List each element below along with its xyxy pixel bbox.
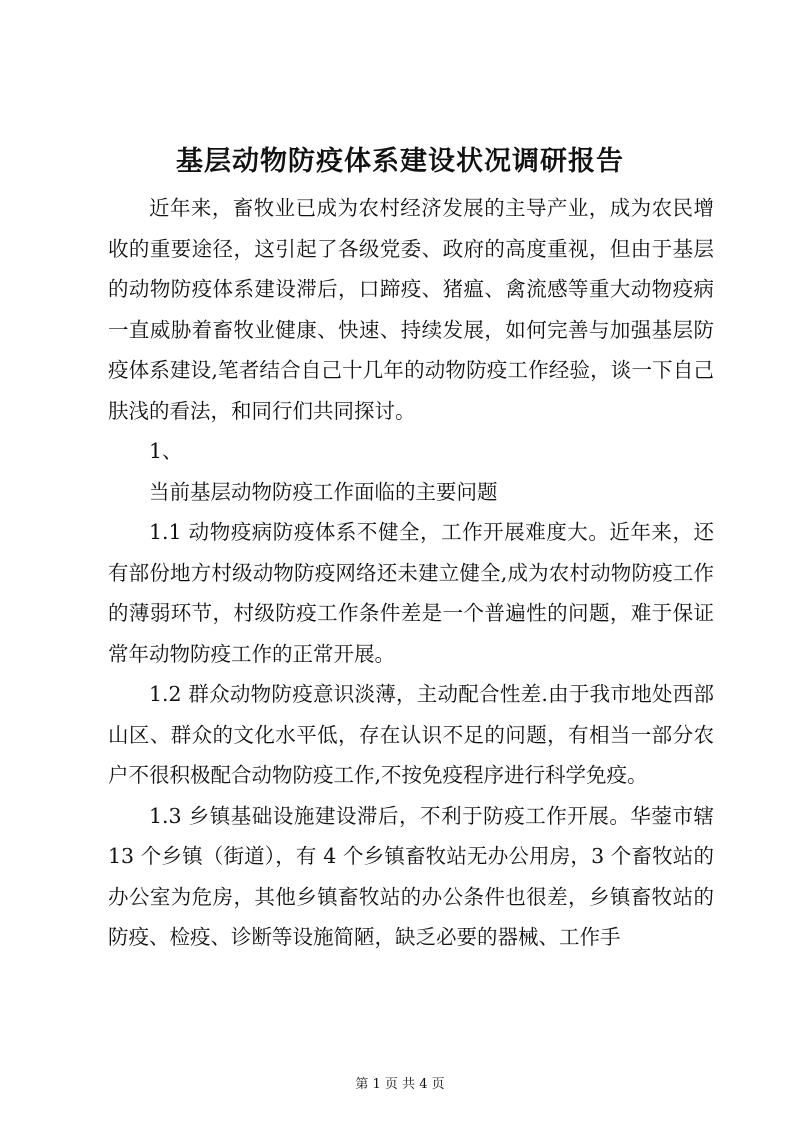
document-title: 基层动物防疫体系建设状况调研报告 bbox=[176, 146, 624, 177]
paragraph-1-3: 1.3 乡镇基础设施建设滞后，不利于防疫工作开展。华蓥市辖 13 个乡镇（街道），有 4 个乡镇畜牧站无办公用房，3 个畜牧站的办公室为危房，其他乡镇畜牧站的办公条件也很差，乡镇畜牧站的防疫、检疫、诊断等设施简陋，缺乏必要的器械、工作手 bbox=[108, 803, 714, 949]
page-footer: 第 1 页 共 4 页 bbox=[355, 1077, 445, 1092]
section-number: 1、 bbox=[149, 439, 183, 463]
paragraph-1-1: 1.1 动物疫病防疫体系不健全，工作开展难度大。近年来，还有部份地方村级动物防疫网络还未建立健全,成为农村动物防疫工作的薄弱环节，村级防疫工作条件差是一个普遍性的问题，难于保证常年动物防疫工作的正常开展。 bbox=[108, 520, 714, 666]
paragraph-1-2: 1.2 群众动物防疫意识淡薄，主动配合性差.由于我市地处西部山区、群众的文化水平低，存在认识不足的问题，有相当一部分农户不很积极配合动物防疫工作,不按免疫程序进行科学免疫。 bbox=[108, 682, 714, 787]
section-heading: 当前基层动物防疫工作面临的主要问题 bbox=[149, 479, 498, 504]
document-body bbox=[108, 188, 714, 958]
paragraph-intro: 近年来，畜牧业已成为农村经济发展的主导产业，成为农民增收的重要途径，这引起了各级党委、政府的高度重视，但由于基层的动物防疫体系建设滞后，口蹄疫、猪瘟、禽流感等重大动物疫病一直威胁着畜牧业健康、快速、持续发展，如何完善与加强基层防疫体系建设,笔者结合自己十几年的动物防疫工作经验，谈一下自己肤浅的看法，和同行们共同探讨。 bbox=[108, 196, 714, 423]
